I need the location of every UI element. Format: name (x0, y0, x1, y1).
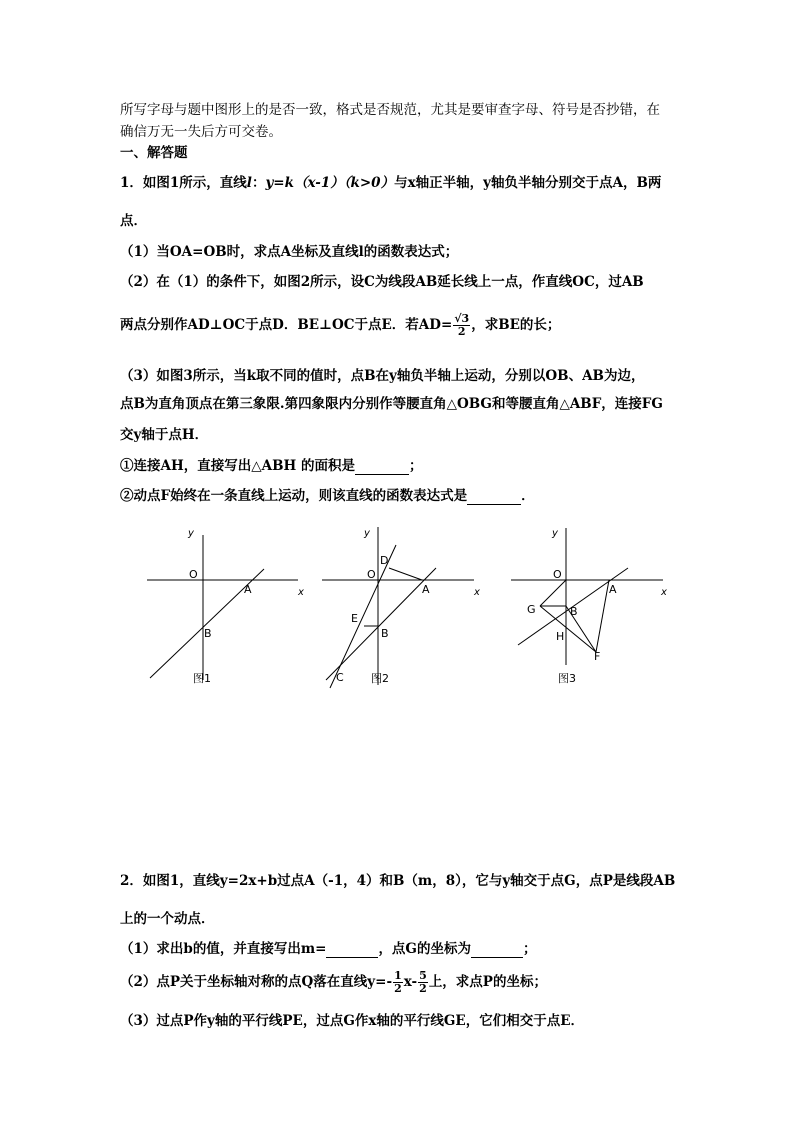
intro-line-2: 确信万无一失后方可交卷。 (120, 124, 282, 140)
fig3-segment-GO (540, 580, 566, 606)
figure-3 (511, 528, 663, 665)
fig3-H-label: H (556, 630, 565, 643)
q2-part-1-end: ； (522, 941, 537, 957)
q1-stem-tail: 与x轴正半轴，y轴负半轴分别交于点A，B两 (394, 175, 662, 191)
section-title: 一、解答题 (120, 145, 188, 161)
fig3-segment-FA (596, 580, 609, 652)
fig3-A-label: A (609, 583, 617, 596)
fraction-numerator: 1 (394, 969, 402, 982)
fig2-caption: 图2 (371, 672, 389, 685)
fig2-A-label: A (422, 583, 430, 596)
fig1-y-label: y (188, 528, 194, 539)
q1-line-1 (120, 171, 661, 191)
q1-sub-1 (120, 454, 422, 475)
q1-part-2-line-2 (120, 313, 560, 338)
fig1-caption: 图1 (193, 672, 211, 685)
fig2-E-label: E (351, 612, 358, 625)
answer-blank-2[interactable] (467, 488, 521, 505)
q1-part-2-line-1: （2）在（1）的条件下，如图2所示，设C为线段AB延长线上一点，作直线OC，过AB (120, 274, 644, 290)
q1-equation: y=k（x-1）（k>0） (265, 175, 395, 191)
sqrt3-over-2-fraction (453, 313, 470, 338)
fig1-O-label: O (189, 568, 198, 581)
q1-part-2-pre: 两点分别作AD⊥OC于点D．BE⊥OC于点E．若AD= (120, 317, 453, 333)
q1-sub-2-end: ． (521, 488, 535, 504)
fig2-C-label: C (336, 671, 344, 684)
fig2-O-label: O (367, 568, 376, 581)
q2-part-1-mid: ，点G的坐标为 (378, 941, 471, 957)
fraction-numerator: 5 (419, 969, 427, 982)
answer-blank-1[interactable] (355, 458, 409, 475)
q1-sub-1-text: ①连接AH，直接写出△ABH 的面积是 (120, 458, 355, 474)
answer-blank-m[interactable] (326, 941, 378, 958)
fig2-B-label: B (381, 627, 389, 640)
fraction-denominator: 2 (394, 982, 402, 995)
fig3-caption: 图3 (558, 672, 576, 685)
q2-part-1-pre: （1）求出b的值，并直接写出m= (120, 941, 327, 957)
fig3-B-label: B (570, 605, 578, 618)
q1-sub-2-text: ②动点F始终在一条直线上运动，则该直线的函数表达式是 (120, 488, 468, 504)
fig2-D-label: D (380, 554, 389, 567)
q1-line-var: l (246, 175, 252, 191)
q2-line-2: 上的一个动点． (120, 911, 215, 927)
fraction-numerator: √3 (454, 312, 470, 325)
q1-colon: ： (251, 175, 266, 191)
fig3-F-label: F (594, 650, 601, 663)
q1-sub-1-end: ； (408, 458, 423, 474)
intro-line-1: 所写字母与题中图形上的是否一致，格式是否规范，尤其是要审查字母、符号是否抄错，在 (120, 102, 660, 118)
fig3-segment-GF (540, 606, 596, 652)
q1-part-1: （1）当OA=OB时，求点A坐标及直线l的函数表达式； (120, 244, 459, 260)
fig1-A-label: A (244, 583, 252, 596)
answer-blank-G[interactable] (471, 941, 523, 958)
q2-part-2-pre: （2）点P关于坐标轴对称的点Q落在直线y=- (120, 974, 393, 990)
fig3-O-label: O (553, 568, 562, 581)
figures-svg (0, 515, 794, 695)
fig1-B-label: B (204, 627, 212, 640)
q1-stem: 1．如图1所示，直线 (120, 175, 247, 191)
q1-line-2: 点． (120, 213, 147, 229)
fig3-y-label: y (552, 528, 558, 539)
q2-part-2-post: 上，求点P的坐标； (428, 974, 547, 990)
q1-part-3-line-3: 交y轴于点H． (120, 427, 209, 443)
q2-line-1: 2．如图1，直线y=2x+b过点A（-1，4）和B（m，8），它与y轴交于点G，点P是线段AB (120, 873, 676, 889)
q1-part-3-line-1: （3）如图3所示，当k取不同的值时，点B在y轴负半轴上运动，分别以OB、AB为边， (120, 368, 645, 384)
figure-2 (322, 527, 474, 688)
q1-part-2-post: ，求BE的长； (471, 317, 561, 333)
fig1-x-label: x (298, 587, 304, 598)
one-half-fraction (393, 970, 403, 995)
fig2-segment-AD (389, 568, 422, 580)
five-halves-fraction (418, 970, 428, 995)
fig3-G-label: G (527, 603, 536, 616)
q2-part-3: （3）过点P作y轴的平行线PE，过点G作x轴的平行线GE，它们相交于点E． (120, 1013, 585, 1029)
q2-part-2 (120, 970, 547, 995)
fig3-x-label: x (661, 587, 667, 598)
fig2-line-AB (326, 568, 436, 680)
figure-1 (147, 535, 298, 680)
q1-sub-2 (120, 484, 535, 505)
fraction-denominator: 2 (419, 982, 427, 995)
q1-part-3-line-2: 点B为直角顶点在第三象限.第四象限内分别作等腰直角△OBG和等腰直角△ABF，连接FG (120, 396, 663, 412)
fig2-y-label: y (364, 528, 370, 539)
fig2-x-label: x (474, 587, 480, 598)
fraction-denominator: 2 (457, 325, 466, 338)
q2-part-1 (120, 937, 536, 958)
q2-part-2-x: x- (403, 974, 418, 990)
